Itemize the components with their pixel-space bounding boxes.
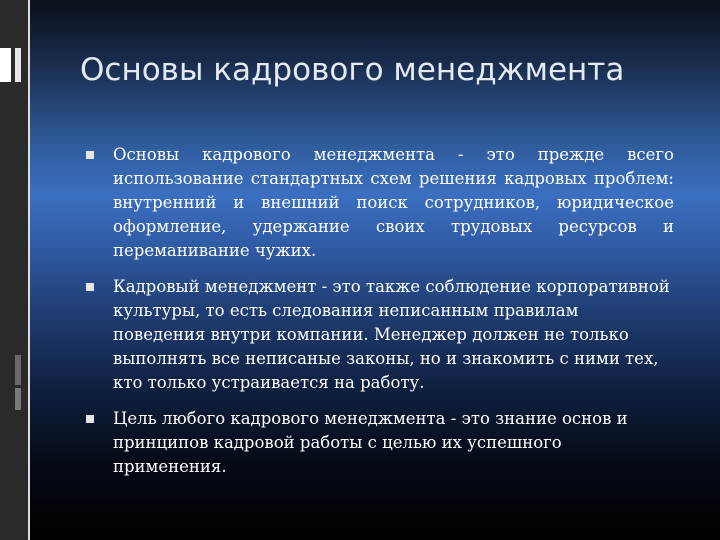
bullet-item-1 xyxy=(84,143,674,263)
bullet-text-1: Основы кадрового менеджмента - это прежде всего использование стандартных схем решения кадровых проблем: внутренний и внешний поиск сотрудников, юридическое оформление, удержание своих трудовых ресурсов и переманивание чужих. xyxy=(113,145,674,260)
slide-title: Основы кадрового менеджмента xyxy=(80,52,625,88)
square-bullet-icon xyxy=(86,415,94,423)
bullet-item-3 xyxy=(84,407,674,479)
decorative-block-narrow xyxy=(15,48,21,82)
bullet-text-3: Цель любого кадрового менеджмента - это знание основ и принципов кадровой работы с целью их успешного применения. xyxy=(113,409,628,476)
slide-content xyxy=(84,143,674,491)
decorative-block-large xyxy=(0,48,11,82)
square-bullet-icon xyxy=(86,151,94,159)
decorative-block-grey-lower xyxy=(15,388,21,410)
decorative-block-grey-upper xyxy=(15,355,21,385)
bullet-item-2 xyxy=(84,275,674,395)
bullet-list xyxy=(84,143,674,479)
square-bullet-icon xyxy=(86,283,94,291)
bullet-text-2: Кадровый менеджмент - это также соблюдение корпоративной культуры, то есть следования неписанным правилам поведения внутри компании. Менеджер должен не только выполнять все неписаные законы, но и знакомить с ними тех, кто только устраивается на работу. xyxy=(113,277,670,392)
